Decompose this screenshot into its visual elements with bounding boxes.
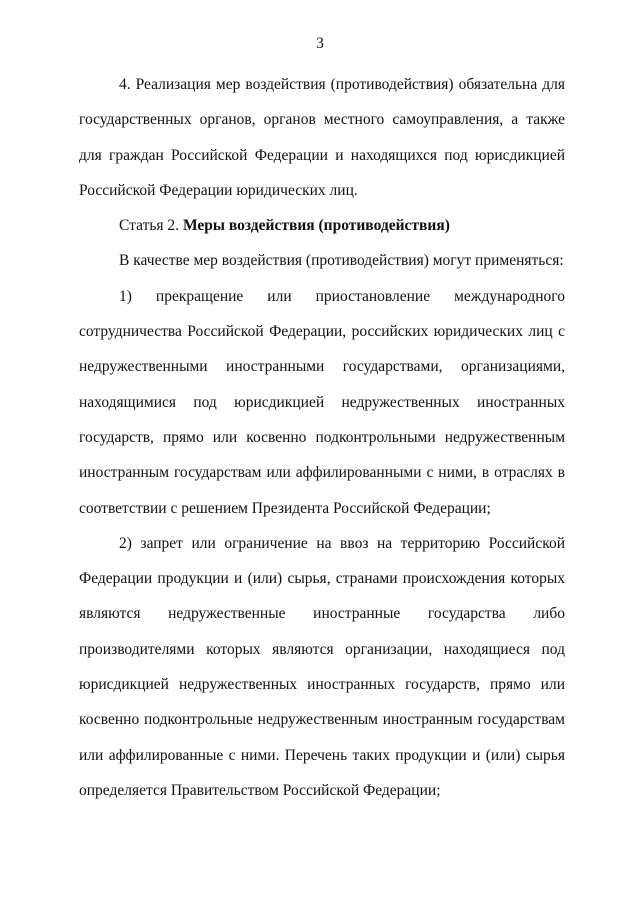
article-number: Статья 2. xyxy=(119,217,183,235)
article-title: Меры воздействия (противодействия) xyxy=(182,217,450,235)
document-body xyxy=(79,67,565,808)
article-heading xyxy=(79,208,565,243)
paragraph-item-1: 1) прекращение или приостановление международного сотрудничества Российской Федерации, российских юридических лиц с недружественными иностранными государствами, организациями, находящимися под юрисдикцией недружественных иностранных государств, прямо или косвенно подконтрольными недружественным иностранным государствам или аффилированными с ними, в отраслях в соответствии с решением Президента Российской Федерации; xyxy=(79,287,565,517)
paragraph-point-4: 4. Реализация мер воздействия (противодействия) обязательна для государственных органов, органов местного самоуправления, а также для граждан Российской Федерации и находящихся под юрисдикцией Российской Федерации юридических лиц. xyxy=(79,76,565,199)
paragraph-intro: В качестве мер воздействия (противодействия) могут применяться: xyxy=(119,252,564,270)
page-number: 3 xyxy=(316,35,324,52)
paragraph-item-2: 2) запрет или ограничение на ввоз на территорию Российской Федерации продукции и (или) сырья, странами происхождения которых являются недружественные иностранные государства либо производителями которых являются организации, находящиеся под юрисдикцией недружественных иностранных государств, прямо или косвенно подконтрольные недружественным иностранным государствам или аффилированные с ними. Перечень таких продукции и (или) сырья определяется Правительством Российской Федерации; xyxy=(79,534,565,799)
